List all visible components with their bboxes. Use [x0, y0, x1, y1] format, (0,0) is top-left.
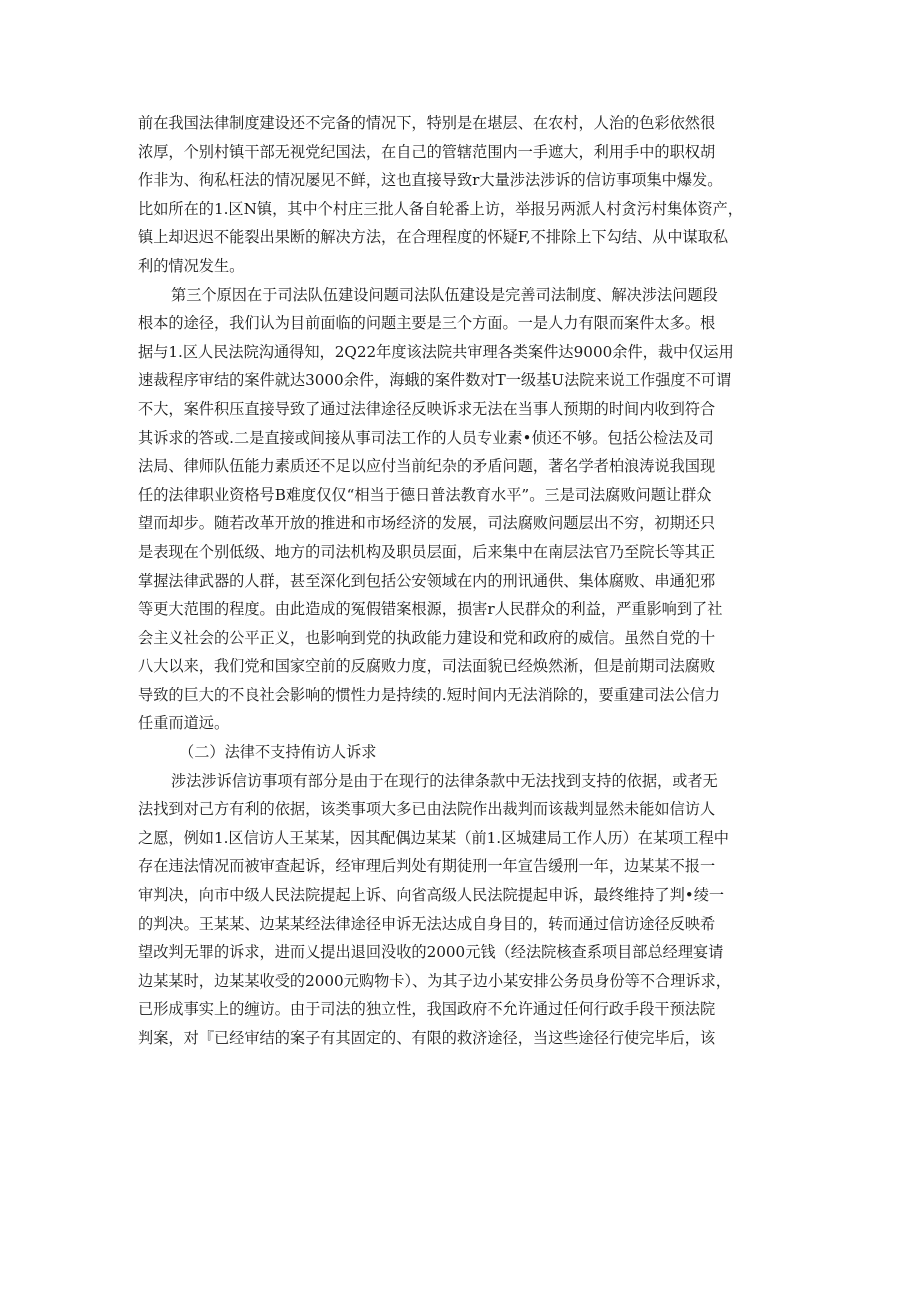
- text-line: 掌握法律武器的人群，甚至深化到包括公安领域在内的刑讯通供、集体腐败、串通犯邪: [138, 571, 716, 590]
- document-body: [138, 109, 782, 1053]
- section-heading: （二）法律不支持侑访人诉求: [179, 743, 377, 762]
- text-line: 比如所在的1.区N镇，其中个村庄三批人备自轮番上访，举报另两派人村贪污村集体资产，: [138, 199, 743, 218]
- text-line: 其诉求的答或.二是直接或间接从事司法工作的人员专业素•侦还不够。包括公检法及司: [138, 428, 714, 447]
- text-line: 第三个原因在于司法队伍建设问题司法队伍建设是完善司法制度、解决涉法问题段: [171, 285, 718, 304]
- text-line: 镇上却迟迟不能裂出果断的解决方法，在合理程度的怀疑F,不排除上下勾结、从中谋取私: [138, 228, 729, 247]
- text-line: 不大，案件积压直接导致了通过法律途径反映诉求无法在当事人预期的时间内收到符合: [138, 399, 716, 418]
- text-line: 已形成事实上的缠访。由于司法的独立性，我国政府不允许通过任何行政手段干预法院: [138, 1000, 716, 1019]
- text-line: 存在违法情况而被审查起诉，经审理后判处有期徒刑一年宣告缓刑一年，边某某不报一: [138, 857, 716, 876]
- text-line: 的判决。王某某、边某某经法律途径申诉无法达成自身目的，转而通过信访途径反映希: [138, 914, 716, 933]
- text-line: 望而却步。随若改革开放的推进和市场经济的发展，司法腐败问题层出不穷，初期还只: [138, 514, 716, 533]
- text-line: 望改判无罪的诉求，进而乂提出退回没收的2000元钱（经法院核查系项目部总经理宴请: [138, 943, 724, 962]
- text-line: 边某某时，边某某收受的2000元购物卡）、为其子边小某安排公务员身份等不合理诉求，: [138, 971, 731, 990]
- text-line: 八大以来，我们党和国家空前的反腐败力度，司法面貌已经焕然淅，但是前期司法腐败: [138, 657, 716, 676]
- text-line: 判案，对『已经审结的案子有其固定的、有限的救济途径，当这些途径行使完毕后，该: [138, 1029, 716, 1047]
- text-line: 利的情况发生。: [138, 256, 245, 275]
- text-line: 前在我国法律制度建设还不完备的情况下，特别是在堪层、在农村，人治的色彩依然很: [138, 114, 716, 132]
- text-line: 导致的巨大的不良社会影响的惯性力是持续的.短时间内无法消除的，要重建司法公信力: [138, 685, 720, 704]
- text-line: 速裁程序审结的案件就达3000余件，海蛾的案件数对T一级基U法院来说工作强度不可谓: [138, 371, 732, 390]
- paragraph-law-not-support: [138, 767, 782, 1053]
- text-line: 之愿，例如1.区信访人王某某，因其配偶边某某（前1.区城建局工作人历）在某项工程中: [138, 828, 729, 847]
- paragraph-judicial-team: [138, 281, 782, 739]
- text-line: 会主义社会的公平正义，也影响到党的执政能力建设和党和政府的威信。虽然自党的十: [138, 628, 716, 647]
- text-line: 作非为、徇私枉法的情况屡见不鲜，这也直接导致r大量涉法涉诉的信访事项集中爆发。: [138, 171, 723, 190]
- text-line: 是表现在个别低级、地方的司法机构及职员层面，后来集中在南层法官乃至院长等其正: [138, 542, 716, 561]
- text-line: 审判决，向市中级人民法院提起上诉、向省高级人民法院提起申诉，最终维持了判•绫一: [138, 886, 725, 905]
- text-line: 任重而道远。: [138, 714, 230, 733]
- text-line: 根本的途径，我们认为目前面临的问题主要是三个方面。一是人力有限而案件太多。根: [138, 314, 716, 333]
- text-line: 涉法涉诉信访事项有部分是由于在现行的法律条款中无法找到支持的依据，或者无: [171, 771, 718, 790]
- text-line: 等更大范围的程度。由此造成的冤假错案根源，损害r人民群众的利益，严重影响到了社: [138, 600, 723, 619]
- text-line: 据与1.区人民法院沟通得知，2Q22年度该法院共审理各类案件达9000余件，裁中仅运用: [138, 342, 734, 361]
- text-line: 任的法律职业资格号B难度仅仅“相当于德日普法教育水平”。三是司法腐败问题让群众: [138, 485, 712, 504]
- paragraph-continued: [138, 109, 782, 281]
- text-line: 法找到对己方有利的依据，该类事项大多已由法院作出裁判而该裁判显然未能如信访人: [138, 800, 716, 819]
- text-line: 法局、律师队伍能力素质还不足以应付当前纪杂的矛盾问题，著名学者柏浪涛说我国现: [138, 457, 716, 476]
- text-line: 浓厚，个别村镇干部无视党纪国法，在自己的管辖范围内一手遮大，利用手中的职权胡: [138, 142, 716, 161]
